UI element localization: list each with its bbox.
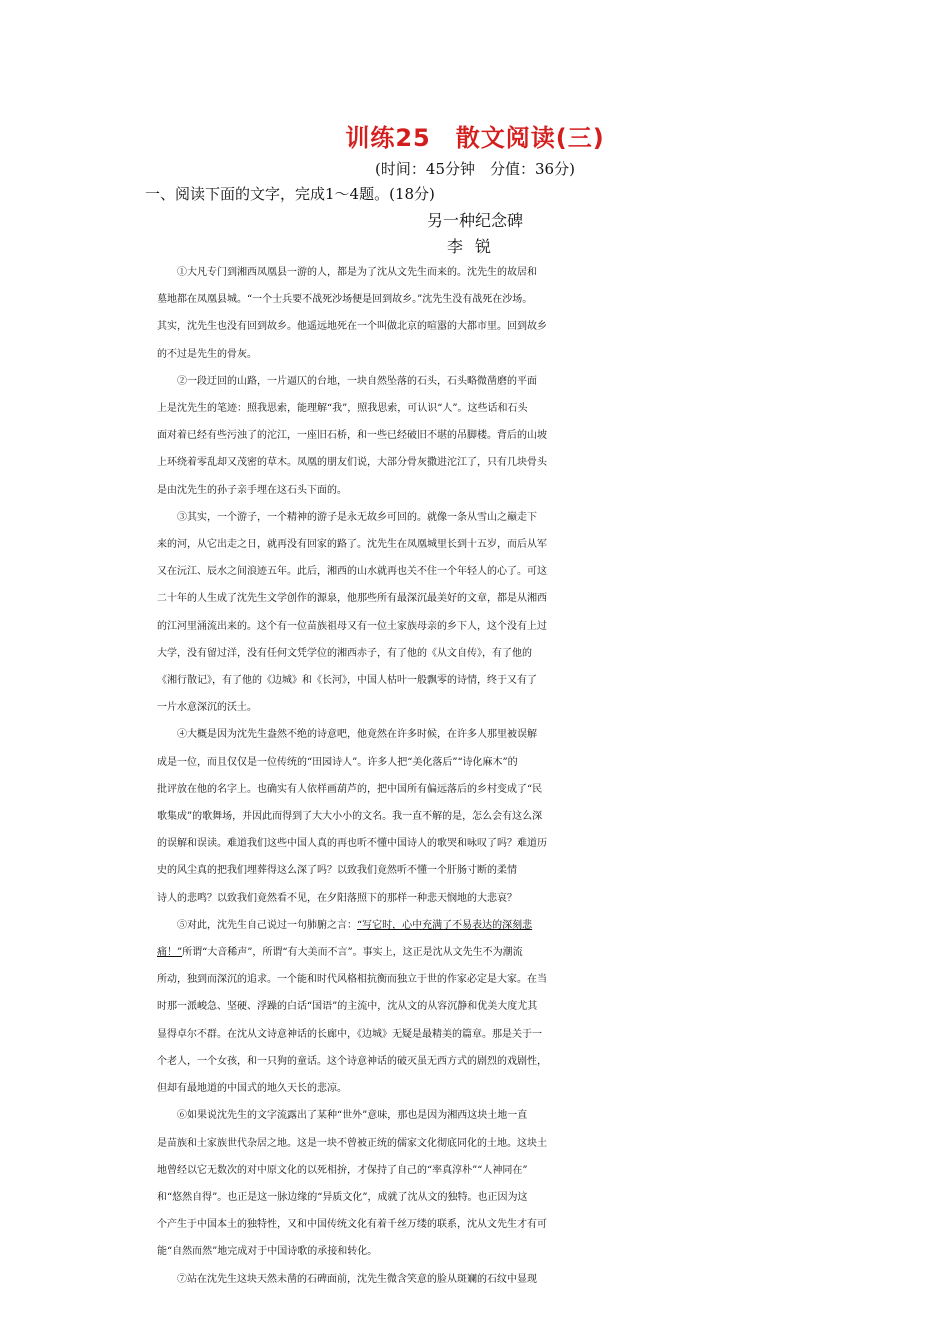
text-line: 上环绕着零乱却又茂密的草木。凤凰的朋友们说，大部分骨灰撒进沱江了，只有几块骨头	[157, 457, 547, 469]
text-line	[125, 939, 807, 966]
text-line: 其实，沈先生也没有回到故乡。他遥远地死在一个叫做北京的喧嚣的大都市里。回到故乡	[157, 321, 547, 333]
essay-author: 李锐	[446, 237, 503, 256]
text-segment: ⑤对此，沈先生自己说过一句肺腑之言：	[177, 919, 357, 931]
text-line: 又在沅江、辰水之间浪迹五年。此后，湘西的山水就再也关不住一个年轻人的心了。可这	[157, 566, 547, 578]
essay-title: 另一种纪念碑	[426, 211, 523, 230]
text-line: 歌集成”的歌舞场，并因此而得到了大大小小的文名。我一直不解的是，怎么会有这么深	[157, 811, 543, 823]
text-line: 能“自然而然”地完成对于中国诗歌的承接和转化。	[157, 1246, 378, 1258]
text-line: 面对着已经有些污浊了的沱江，一座旧石桥，和一些已经破旧不堪的吊脚楼。背后的山坡	[157, 430, 547, 442]
text-line: 地曾经以它无数次的对中原文化的以死相拚，才保持了自己的“率真淳朴”“人神同在”	[157, 1164, 528, 1176]
underlined-quote: 痛！”	[157, 947, 183, 959]
paragraph-5	[145, 912, 807, 1102]
text-line: 大学，没有留过洋，没有任何文凭学位的湘西赤子，有了他的《从文自传》，有了他的	[157, 647, 532, 659]
text-line: 是苗族和土家族世代杂居之地。这是一块不曾被正统的儒家文化彻底同化的土地。这块土	[157, 1137, 547, 1149]
text-line: 来的河，从它出走之日，就再没有回家的路了。沈先生在凤凰城里长到十五岁，而后从军	[157, 539, 547, 551]
underlined-quote: “写它时，心中充满了不易表达的深刻悲	[357, 919, 533, 931]
text-line: 上是沈先生的笔迹：照我思索，能理解“我”，照我思索，可认识“人”。这些话和石头	[157, 403, 528, 415]
paragraph-1	[145, 259, 807, 368]
text-line: 的误解和误读。难道我们这些中国人真的再也听不懂中国诗人的歌哭和咏叹了吗？难道历	[157, 838, 547, 850]
text-line: ③其实，一个游子，一个精神的游子是永无故乡可回的。就像一条从雪山之巅走下	[177, 511, 537, 523]
text-line: 是由沈先生的孙子亲手埋在这石头下面的。	[157, 484, 347, 496]
text-line: ④大概是因为沈先生盎然不绝的诗意吧，他竟然在许多时候，在许多人那里被误解	[177, 729, 537, 741]
section-heading: 一、阅读下面的文字，完成1～4题。(18分)	[145, 185, 435, 203]
essay-body	[145, 259, 807, 1293]
text-line: 《湘行散记》，有了他的《边城》和《长河》，中国人枯叶一般飘零的诗情，终于又有了	[157, 675, 537, 687]
text-line: 显得卓尔不群。在沈从文诗意神话的长廊中，《边城》无疑是最精美的篇章。那是关于一	[157, 1028, 542, 1040]
text-line: 批评放在他的名字上。也确实有人依样画葫芦的，把中国所有偏远落后的乡村变成了“民	[157, 783, 543, 795]
text-line: 的江河里涌流出来的。这个有一位苗族祖母又有一位土家族母亲的乡下人，这个没有上过	[157, 620, 547, 632]
text-line: 诗人的悲鸣？以致我们竟然看不见，在夕阳落照下的那样一种悲天悯地的大悲哀？	[157, 892, 517, 904]
text-line: 个老人，一个女孩，和一只狗的童话。这个诗意神话的破灭虽无西方式的剧烈的戏剧性，	[157, 1055, 547, 1067]
paragraph-6	[145, 1102, 807, 1265]
paragraph-4	[145, 721, 807, 911]
text-segment: 所谓“大音稀声”，所谓“有大美而不言”。事实上，这正是沈从文先生不为潮流	[182, 947, 523, 959]
page-title: 训练25 散文阅读(三)	[345, 124, 605, 152]
text-line: 所动，独到而深沉的追求。一个能和时代风格相抗衡而独立于世的作家必定是大家。在当	[157, 974, 547, 986]
text-line: 墓地都在凤凰县城。“一个士兵要不战死沙场便是回到故乡。”沈先生没有战死在沙场。	[157, 294, 533, 306]
text-line: 一片水意深沉的沃土。	[157, 702, 257, 714]
text-line: 时那一派峻急、坚硬、浮躁的白话“国语”的主流中，沈从文的从容沉静和优美大度尤其	[157, 1001, 538, 1013]
text-line: 二十年的人生成了沈先生文学创作的源泉，他那些所有最深沉最美好的文章，都是从湘西	[157, 593, 547, 605]
text-line: ①大凡专门到湘西凤凰县一游的人，都是为了沈从文先生而来的。沈先生的故居和	[177, 267, 537, 278]
text-line: 个产生于中国本土的独特性，又和中国传统文化有着千丝万缕的联系，沈从文先生才有可	[157, 1219, 547, 1231]
text-line: 成是一位，而且仅仅是一位传统的“田园诗人”。许多人把“美化落后”“诗化麻木”的	[157, 756, 518, 768]
paragraph-7	[145, 1266, 807, 1293]
text-line	[145, 912, 807, 939]
paragraph-3	[145, 504, 807, 722]
time-score-info: (时间：45分钟 分值：36分)	[375, 160, 575, 178]
text-line: ⑦站在沈先生这块天然未凿的石碑面前，沈先生微含笑意的脸从斑斓的石纹中显现	[177, 1273, 537, 1285]
text-line: ⑥如果说沈先生的文字流露出了某种“世外”意味，那也是因为湘西这块土地一直	[177, 1110, 528, 1122]
text-line: ②一段迂回的山路，一片逼仄的台地，一块自然坠落的石头，石头略微凿磨的平面	[177, 375, 537, 387]
text-line: 史的风尘真的把我们埋葬得这么深了吗？以致我们竟然听不懂一个肝肠寸断的柔情	[157, 865, 517, 877]
text-line: 的不过是先生的骨灰。	[157, 348, 257, 360]
text-line: 和“悠然自得”。也正是这一脉边缘的“异质文化”，成就了沈从文的独特。也正因为这	[157, 1191, 528, 1203]
paragraph-2	[145, 368, 807, 504]
text-line: 但却有最地道的中国式的地久天长的悲凉。	[157, 1083, 347, 1095]
